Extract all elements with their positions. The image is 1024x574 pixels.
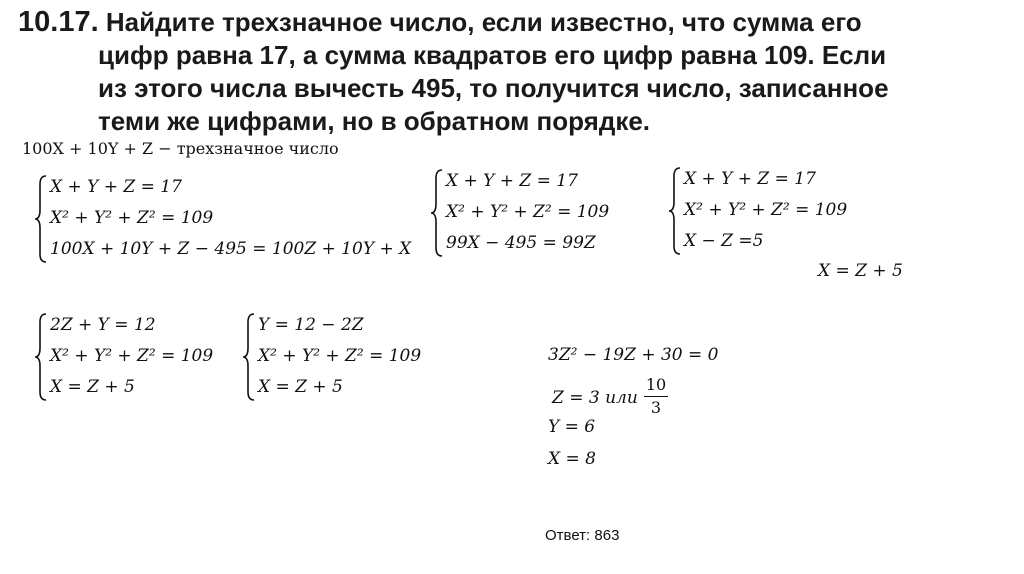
brace-icon	[34, 174, 48, 264]
note-x-relation: X = Z + 5	[818, 261, 903, 281]
system-5-row-2: X² + Y² + Z² = 109	[258, 346, 422, 366]
equation-system-1	[34, 172, 411, 265]
fraction-denominator: 3	[650, 398, 662, 417]
system-3-row-3: X − Z =5	[684, 231, 764, 251]
equation-system-4	[34, 310, 213, 403]
problem-text-1: Найдите трехзначное число, если известно, что сумма его	[105, 7, 862, 37]
system-5-row-1: Y = 12 − 2Z	[258, 315, 364, 335]
brace-icon	[430, 168, 444, 258]
y-value: Y = 6	[548, 417, 596, 437]
system-1-row-1: X + Y + Z = 17	[50, 177, 182, 197]
system-4-row-1: 2Z + Y = 12	[50, 315, 156, 335]
problem-line-1	[18, 6, 1008, 39]
answer-text: Ответ: 863	[545, 527, 620, 544]
equation-system-5	[242, 310, 421, 403]
brace-icon	[668, 166, 682, 256]
intro-definition: 100X + 10Y + Z − трехзначное число	[22, 139, 339, 158]
system-2-row-3: 99X − 495 = 99Z	[446, 233, 596, 253]
problem-number: 10.17.	[18, 6, 99, 38]
z-solution-text: Z = 3 или	[552, 388, 638, 408]
brace-icon	[242, 312, 256, 402]
system-5-row-3: X = Z + 5	[258, 377, 343, 397]
equation-system-3	[668, 164, 847, 257]
system-4-row-2: X² + Y² + Z² = 109	[50, 346, 214, 366]
z-fraction	[644, 375, 668, 418]
fraction-bar	[644, 396, 668, 397]
system-1-row-3: 100X + 10Y + Z − 495 = 100Z + 10Y + X	[50, 239, 412, 259]
system-3-row-1: X + Y + Z = 17	[684, 169, 816, 189]
system-2-row-1: X + Y + Z = 17	[446, 171, 578, 191]
problem-line-4: теми же цифрами, но в обратном порядке.	[98, 106, 651, 136]
x-value: X = 8	[548, 449, 596, 469]
equation-system-2	[430, 166, 609, 259]
problem-line-3: из этого числа вычесть 495, то получится число, записанное	[98, 73, 889, 103]
system-3-row-2: X² + Y² + Z² = 109	[684, 200, 848, 220]
quadratic-equation: 3Z² − 19Z + 30 = 0	[548, 345, 719, 365]
z-solution	[552, 388, 638, 408]
problem-statement	[18, 6, 1008, 138]
system-4-row-3: X = Z + 5	[50, 377, 135, 397]
fraction-numerator: 10	[645, 375, 667, 394]
brace-icon	[34, 312, 48, 402]
system-2-row-2: X² + Y² + Z² = 109	[446, 202, 610, 222]
problem-line-2: цифр равна 17, а сумма квадратов его цифр равна 109. Если	[98, 40, 887, 70]
system-1-row-2: X² + Y² + Z² = 109	[50, 208, 214, 228]
